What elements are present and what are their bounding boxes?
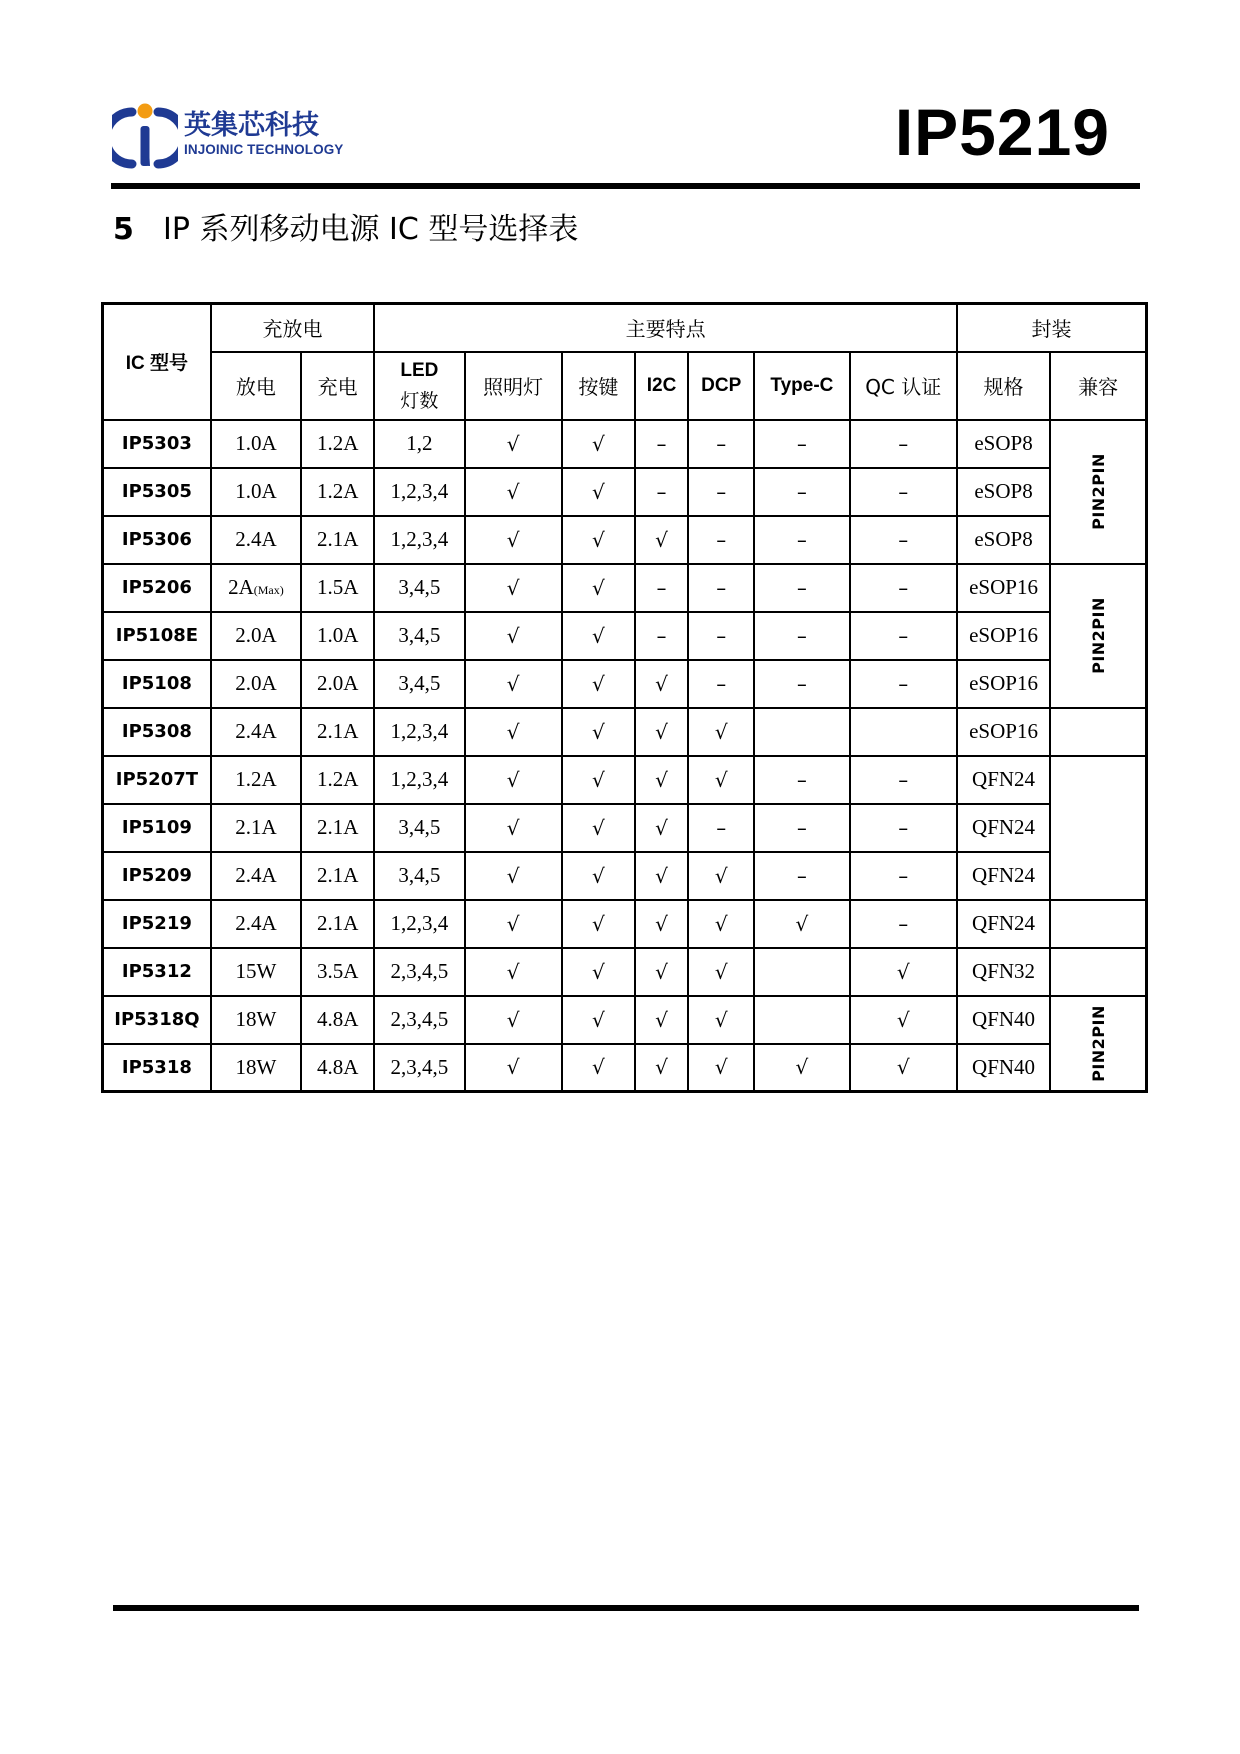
header-package: 封装 xyxy=(957,304,1147,352)
table-cell-led-count: 3,4,5 xyxy=(374,660,464,708)
section-heading xyxy=(113,208,578,252)
table-row xyxy=(103,708,1147,756)
table-cell-i2c: √ xyxy=(635,708,688,756)
discharge-value: 2.4A xyxy=(235,911,277,935)
header-key: 按键 xyxy=(562,352,635,420)
table-row xyxy=(103,468,1147,516)
table-cell-typec: √ xyxy=(754,1044,849,1092)
table-row xyxy=(103,612,1147,660)
table-row xyxy=(103,900,1147,948)
header-charge-discharge: 充放电 xyxy=(211,304,374,352)
table-cell-charge: 2.1A xyxy=(301,852,374,900)
header-charge: 充电 xyxy=(301,352,374,420)
table-cell-charge: 4.8A xyxy=(301,996,374,1044)
table-cell-key: √ xyxy=(562,564,635,612)
table-row xyxy=(103,516,1147,564)
table-cell-dcp: √ xyxy=(688,996,754,1044)
table-cell-charge: 2.1A xyxy=(301,516,374,564)
table-cell-spec: eSOP8 xyxy=(957,420,1050,468)
table-cell-key: √ xyxy=(562,948,635,996)
table-cell-led-count: 3,4,5 xyxy=(374,852,464,900)
table-cell-lighting: √ xyxy=(465,1044,562,1092)
table-cell-discharge xyxy=(211,900,301,948)
header-lighting: 照明灯 xyxy=(465,352,562,420)
document-part-number: IP5219 xyxy=(894,95,1110,169)
table-cell-typec: – xyxy=(754,660,849,708)
table-cell-discharge xyxy=(211,564,301,612)
table-cell-model: IP5206 xyxy=(103,564,211,612)
table-cell-discharge xyxy=(211,612,301,660)
table-cell-i2c: √ xyxy=(635,804,688,852)
table-cell-spec: eSOP16 xyxy=(957,564,1050,612)
table-cell-compat xyxy=(1050,420,1146,564)
table-cell-led-count: 1,2,3,4 xyxy=(374,756,464,804)
table-cell-dcp: – xyxy=(688,564,754,612)
table-cell-led-count: 3,4,5 xyxy=(374,612,464,660)
table-cell-lighting: √ xyxy=(465,756,562,804)
table-cell-key: √ xyxy=(562,996,635,1044)
discharge-note: (Max) xyxy=(253,583,284,597)
discharge-value: 18W xyxy=(235,1054,277,1079)
table-cell-led-count: 1,2,3,4 xyxy=(374,900,464,948)
table-cell-model: IP5219 xyxy=(103,900,211,948)
table-cell-lighting: √ xyxy=(465,660,562,708)
compat-label: PIN2PIN xyxy=(1088,1004,1108,1082)
discharge-value: 2.4A xyxy=(235,527,277,551)
table-row xyxy=(103,948,1147,996)
table-cell-typec xyxy=(754,996,849,1044)
table-cell-compat-empty xyxy=(1050,756,1146,900)
compat-label: PIN2PIN xyxy=(1088,597,1108,674)
table-cell-discharge xyxy=(211,468,301,516)
discharge-value: 1.0A xyxy=(235,479,277,503)
table-cell-led-count: 1,2,3,4 xyxy=(374,516,464,564)
table-cell-qc: – xyxy=(850,852,957,900)
table-cell-qc: – xyxy=(850,756,957,804)
table-cell-dcp: √ xyxy=(688,708,754,756)
company-name-en: INJOINIC TECHNOLOGY xyxy=(184,142,344,157)
table-cell-dcp: √ xyxy=(688,948,754,996)
company-logo xyxy=(112,98,352,170)
table-cell-i2c: √ xyxy=(635,948,688,996)
table-cell-i2c: – xyxy=(635,420,688,468)
table-row xyxy=(103,420,1147,468)
header-led-cn: 灯数 xyxy=(400,389,439,412)
footer-divider xyxy=(113,1605,1139,1611)
table-cell-led-count: 2,3,4,5 xyxy=(374,948,464,996)
table-cell-spec: eSOP16 xyxy=(957,660,1050,708)
header-typec: Type-C xyxy=(754,352,849,420)
table-cell-dcp: √ xyxy=(688,852,754,900)
table-row xyxy=(103,852,1147,900)
ic-selection-table xyxy=(101,302,1148,1093)
table-cell-dcp: – xyxy=(688,660,754,708)
discharge-value: 1.2A xyxy=(235,767,277,791)
table-cell-key: √ xyxy=(562,900,635,948)
table-cell-charge: 2.1A xyxy=(301,804,374,852)
table-cell-charge: 2.1A xyxy=(301,708,374,756)
table-cell-spec: eSOP16 xyxy=(957,708,1050,756)
table-header-row xyxy=(103,352,1147,420)
table-cell-key: √ xyxy=(562,1044,635,1092)
table-cell-compat xyxy=(1050,996,1146,1092)
table-cell-i2c: – xyxy=(635,612,688,660)
header-led-en: LED xyxy=(400,359,439,381)
table-cell-charge: 1.2A xyxy=(301,420,374,468)
table-cell-typec: – xyxy=(754,516,849,564)
table-cell-key: √ xyxy=(562,804,635,852)
discharge-value: 18W xyxy=(235,1007,277,1031)
logo-i-icon xyxy=(112,98,178,170)
table-cell-lighting: √ xyxy=(465,516,562,564)
table-row xyxy=(103,804,1147,852)
table-cell-key: √ xyxy=(562,516,635,564)
table-cell-charge: 1.2A xyxy=(301,468,374,516)
table-cell-i2c: √ xyxy=(635,852,688,900)
table-header-group-row xyxy=(103,304,1147,352)
table-cell-discharge xyxy=(211,708,301,756)
table-cell-i2c: √ xyxy=(635,996,688,1044)
table-cell-lighting: √ xyxy=(465,900,562,948)
table-cell-discharge xyxy=(211,420,301,468)
discharge-value: 2.1A xyxy=(235,815,277,839)
table-cell-i2c: √ xyxy=(635,516,688,564)
table-cell-spec: eSOP8 xyxy=(957,468,1050,516)
table-cell-spec: QFN24 xyxy=(957,804,1050,852)
header-qc-cert: QC 认证 xyxy=(850,352,957,420)
table-cell-led-count: 3,4,5 xyxy=(374,564,464,612)
table-row xyxy=(103,756,1147,804)
table-cell-dcp: √ xyxy=(688,1044,754,1092)
table-cell-spec: QFN40 xyxy=(957,996,1050,1044)
table-cell-model: IP5109 xyxy=(103,804,211,852)
table-cell-spec: eSOP16 xyxy=(957,612,1050,660)
table-cell-model: IP5318 xyxy=(103,1044,211,1092)
table-cell-spec: QFN24 xyxy=(957,756,1050,804)
table-cell-lighting: √ xyxy=(465,996,562,1044)
table-cell-qc: √ xyxy=(850,1044,957,1092)
table-cell-qc: – xyxy=(850,660,957,708)
table-cell-lighting: √ xyxy=(465,708,562,756)
table-cell-qc xyxy=(850,708,957,756)
table-cell-typec: – xyxy=(754,564,849,612)
header-discharge: 放电 xyxy=(211,352,301,420)
header-i2c: I2C xyxy=(635,352,688,420)
table-cell-dcp: – xyxy=(688,468,754,516)
header-led-count xyxy=(374,352,464,420)
table-cell-discharge xyxy=(211,996,301,1044)
table-cell-i2c: √ xyxy=(635,900,688,948)
table-cell-typec: – xyxy=(754,612,849,660)
table-cell-dcp: √ xyxy=(688,756,754,804)
table-cell-key: √ xyxy=(562,660,635,708)
table-cell-spec: eSOP8 xyxy=(957,516,1050,564)
table-cell-qc: – xyxy=(850,516,957,564)
table-cell-key: √ xyxy=(562,612,635,660)
table-cell-compat-empty xyxy=(1050,948,1146,996)
table-cell-typec: – xyxy=(754,756,849,804)
section-title: IP 系列移动电源 IC 型号选择表 xyxy=(163,212,579,247)
table-cell-i2c: √ xyxy=(635,660,688,708)
table-cell-qc: – xyxy=(850,612,957,660)
table-body xyxy=(103,420,1147,1092)
table-cell-model: IP5312 xyxy=(103,948,211,996)
table-cell-qc: – xyxy=(850,804,957,852)
table-row xyxy=(103,564,1147,612)
discharge-value: 2.0A xyxy=(235,623,277,647)
table-cell-discharge xyxy=(211,852,301,900)
discharge-value: 2.4A xyxy=(235,863,277,887)
table-cell-model: IP5108E xyxy=(103,612,211,660)
table-cell-qc: – xyxy=(850,564,957,612)
table-cell-lighting: √ xyxy=(465,420,562,468)
header-spec: 规格 xyxy=(957,352,1050,420)
table-cell-key: √ xyxy=(562,852,635,900)
table-cell-i2c: – xyxy=(635,468,688,516)
table-cell-lighting: √ xyxy=(465,468,562,516)
table-cell-typec xyxy=(754,948,849,996)
table-cell-discharge xyxy=(211,516,301,564)
table-cell-led-count: 1,2,3,4 xyxy=(374,468,464,516)
table-cell-lighting: √ xyxy=(465,948,562,996)
table-cell-model: IP5108 xyxy=(103,660,211,708)
table-cell-qc: – xyxy=(850,420,957,468)
table-cell-qc: √ xyxy=(850,996,957,1044)
table-cell-model: IP5303 xyxy=(103,420,211,468)
table-cell-dcp: – xyxy=(688,516,754,564)
table-cell-led-count: 2,3,4,5 xyxy=(374,1044,464,1092)
table-cell-charge: 1.5A xyxy=(301,564,374,612)
table-cell-i2c: √ xyxy=(635,756,688,804)
table-row xyxy=(103,996,1147,1044)
table-cell-charge: 1.0A xyxy=(301,612,374,660)
table-cell-lighting: √ xyxy=(465,564,562,612)
table-cell-key: √ xyxy=(562,468,635,516)
table-cell-model: IP5308 xyxy=(103,708,211,756)
table-cell-discharge xyxy=(211,948,301,996)
table-cell-qc: √ xyxy=(850,948,957,996)
discharge-value: 15W xyxy=(235,959,277,983)
table-cell-key: √ xyxy=(562,708,635,756)
table-cell-typec: √ xyxy=(754,900,849,948)
table-cell-charge: 1.2A xyxy=(301,756,374,804)
header-main-features: 主要特点 xyxy=(374,304,957,352)
table-cell-typec xyxy=(754,708,849,756)
table-cell-discharge xyxy=(211,756,301,804)
discharge-value: 2.0A xyxy=(235,671,277,695)
table-cell-led-count: 2,3,4,5 xyxy=(374,996,464,1044)
table-cell-charge: 2.1A xyxy=(301,900,374,948)
table-cell-lighting: √ xyxy=(465,804,562,852)
table-cell-led-count: 3,4,5 xyxy=(374,804,464,852)
table-cell-discharge xyxy=(211,660,301,708)
table-cell-qc: – xyxy=(850,900,957,948)
section-number: 5 xyxy=(113,212,134,247)
table-cell-dcp: – xyxy=(688,612,754,660)
table-cell-model: IP5209 xyxy=(103,852,211,900)
table-cell-key: √ xyxy=(562,420,635,468)
table-cell-model: IP5306 xyxy=(103,516,211,564)
table-cell-charge: 3.5A xyxy=(301,948,374,996)
table-cell-compat-empty xyxy=(1050,900,1146,948)
table-cell-model: IP5318Q xyxy=(103,996,211,1044)
company-name-cn: 英集芯科技 xyxy=(184,110,319,141)
table-cell-spec: QFN32 xyxy=(957,948,1050,996)
table-cell-led-count: 1,2,3,4 xyxy=(374,708,464,756)
table-cell-dcp: √ xyxy=(688,900,754,948)
header-dcp: DCP xyxy=(688,352,754,420)
table-cell-i2c: – xyxy=(635,564,688,612)
table-cell-lighting: √ xyxy=(465,852,562,900)
table-cell-lighting: √ xyxy=(465,612,562,660)
table-cell-charge: 2.0A xyxy=(301,660,374,708)
table-row xyxy=(103,660,1147,708)
table-row xyxy=(103,1044,1147,1092)
table-cell-typec: – xyxy=(754,468,849,516)
table-cell-dcp: – xyxy=(688,420,754,468)
table-cell-discharge xyxy=(211,1044,301,1092)
table-cell-typec: – xyxy=(754,804,849,852)
table-cell-model: IP5305 xyxy=(103,468,211,516)
discharge-value: 2A xyxy=(228,575,254,599)
discharge-value: 2.4A xyxy=(235,719,277,743)
header-ic-model: IC 型号 xyxy=(103,304,211,420)
header-compat: 兼容 xyxy=(1050,352,1146,420)
compat-label: PIN2PIN xyxy=(1088,453,1108,530)
table-cell-model: IP5207T xyxy=(103,756,211,804)
table-cell-spec: QFN40 xyxy=(957,1044,1050,1092)
table-cell-typec: – xyxy=(754,852,849,900)
header-divider xyxy=(111,183,1140,189)
table-cell-discharge xyxy=(211,804,301,852)
table-cell-dcp: – xyxy=(688,804,754,852)
discharge-value: 1.0A xyxy=(235,431,277,455)
table-cell-led-count: 1,2 xyxy=(374,420,464,468)
table-cell-typec: – xyxy=(754,420,849,468)
table-cell-i2c: √ xyxy=(635,1044,688,1092)
table-cell-spec: QFN24 xyxy=(957,852,1050,900)
table-cell-compat-empty xyxy=(1050,708,1146,756)
table-cell-charge: 4.8A xyxy=(301,1044,374,1092)
table-cell-spec: QFN24 xyxy=(957,900,1050,948)
table-cell-compat xyxy=(1050,564,1146,708)
table-cell-qc: – xyxy=(850,468,957,516)
table-cell-key: √ xyxy=(562,756,635,804)
